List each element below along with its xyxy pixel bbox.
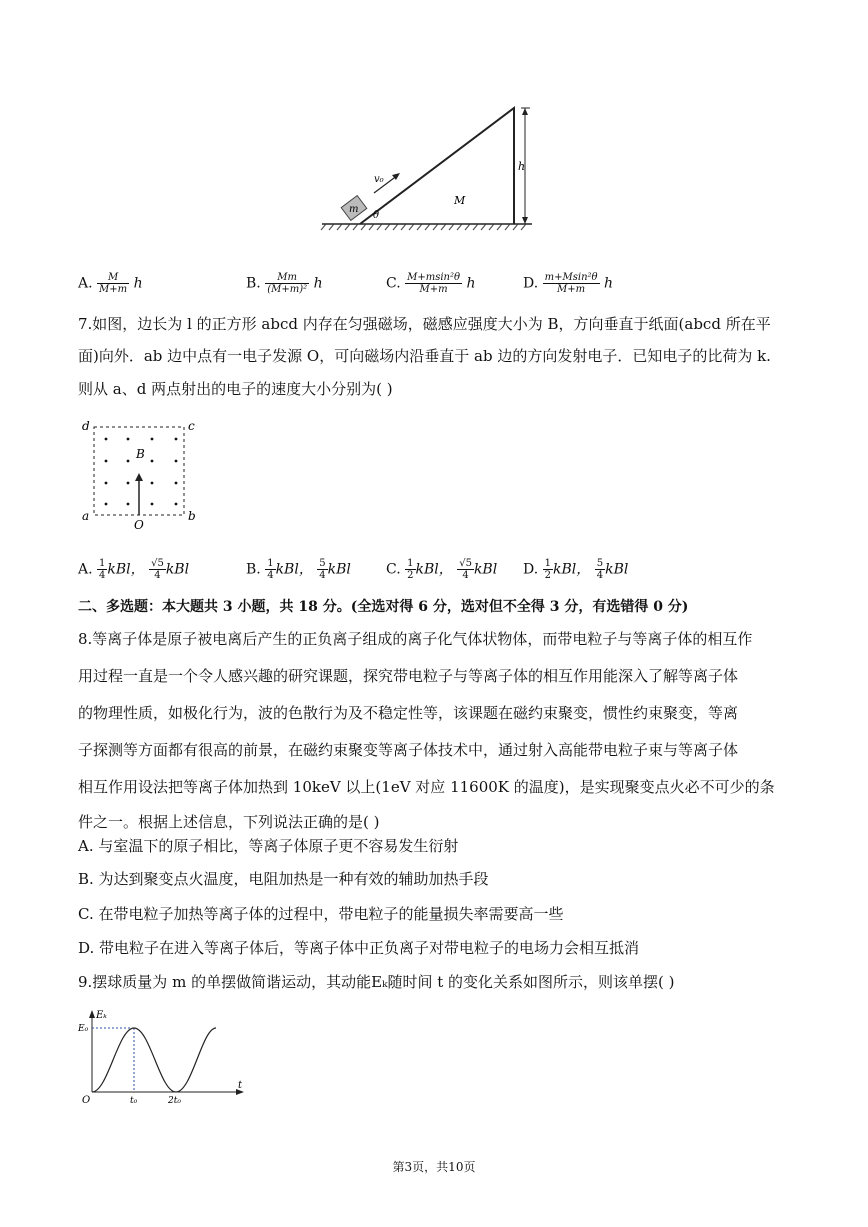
magnetic-field-square-figure — [78, 415, 208, 535]
q6-option-c: C. $\frac{\text{M+msin²θ}}{M+m}$ h — [386, 272, 476, 295]
q8-line-3: 的物理性质，如极化行为，波的色散行为及不稳定性等，该课题在磁约束聚变，惯性约束聚变，等离 — [78, 704, 739, 722]
e0-label: E₀ — [78, 1024, 89, 1034]
wedge-mass-label: M — [454, 194, 466, 207]
q7-line-2: 面)向外．ab 边中点有一电子发源 O，可向磁场内沿垂直于 ab 边的方向发射电子．已知电子的比荷为 k. — [78, 347, 771, 365]
origin-label: O — [82, 1095, 91, 1106]
v0-label: v₀ — [374, 174, 384, 185]
q8-line-6: 件之一。根据上述信息，下列说法正确的是( ) — [78, 813, 380, 831]
q7-option-d: D. $\frac{1}{2}$ kBl， $\frac{5}{4}$ kBl — [523, 558, 629, 581]
q8-line-5: 相互作用设法把等离子体加热到 10keV 以上(1eV 对应 11600K 的温度)，是实现聚变点火必不可少的条 — [78, 778, 775, 796]
q8-line-2: 用过程一直是一个令人感兴趣的研究课题，探究带电粒子与等离子体的相互作用能深入了解等离子体 — [78, 667, 739, 685]
theta-label: θ — [373, 210, 380, 221]
q8-option-c: C. 在带电粒子加热等离子体的过程中，带电粒子的能量损失率需要高一些 — [78, 905, 564, 923]
q7-option-c: C. $\frac{1}{2}$ kBl， $\frac{√5}{4}$ kBl — [386, 558, 498, 581]
t0-label: t₀ — [130, 1096, 138, 1106]
page-footer: 第3页，共10页 — [392, 1160, 476, 1174]
q8-option-a: A. 与室温下的原子相比，等离子体原子更不容易发生衍射 — [78, 837, 459, 855]
y-axis-label: Eₖ — [96, 1010, 107, 1021]
q8-option-b: B. 为达到聚变点火温度，电阻加热是一种有效的辅助加热手段 — [78, 870, 489, 888]
corner-d-label: d — [82, 419, 90, 433]
q6-option-b: B. $\frac{Mm}{\text{(M+m)²}}$ h — [246, 272, 323, 295]
height-label: h — [518, 160, 526, 173]
kinetic-energy-graph — [78, 1008, 248, 1108]
section-2-heading: 二、多选题：本大题共 3 小题，共 18 分。(全选对得 6 分，选对但不全得 3 分，有选错得 0 分) — [78, 599, 689, 615]
corner-b-label: b — [188, 509, 196, 523]
x-axis-label: t — [238, 1080, 243, 1091]
q7-line-3: 则从 a、d 两点射出的电子的速度大小分别为( ) — [78, 380, 393, 398]
block-mass-label: m — [349, 204, 359, 215]
field-b-label: B — [136, 447, 145, 461]
corner-a-label: a — [82, 509, 90, 523]
q7-line-1: 7.如图，边长为 l 的正方形 abcd 内存在匀强磁场，磁感应强度大小为 B，方向垂直于纸面(abcd 所在平 — [78, 315, 771, 333]
q9-line-1: 9.摆球质量为 m 的单摆做简谐运动，其动能Eₖ随时间 t 的变化关系如图所示，则该单摆( ) — [78, 973, 675, 991]
corner-c-label: c — [188, 419, 195, 433]
incline-figure — [318, 100, 540, 235]
q8-option-d: D. 带电粒子在进入等离子体后，等离子体中正负离子对带电粒子的电场力会相互抵消 — [78, 939, 640, 957]
q6-option-d: D. $\frac{\text{m+Msin²θ}}{M+m}$ h — [523, 272, 614, 295]
q7-option-b: B. $\frac{1}{4}$ kBl， $\frac{5}{4}$ kBl — [246, 558, 351, 581]
q6-option-a: A. $\frac{M}{M+m}$ h — [78, 272, 143, 295]
source-o-label: O — [134, 518, 144, 532]
q8-line-1: 8.等离子体是原子被电离后产生的正负离子组成的离子化气体状物体，而带电粒子与等离子体的相互作 — [78, 630, 753, 648]
q8-line-4: 子探测等方面都有很高的前景，在磁约束聚变等离子体技术中，通过射入高能带电粒子束与等离子体 — [78, 741, 739, 759]
q7-option-a: A. $\frac{1}{4}$ kBl， $\frac{√5}{4}$ kBl — [78, 558, 190, 581]
2t0-label: 2t₀ — [168, 1096, 181, 1106]
